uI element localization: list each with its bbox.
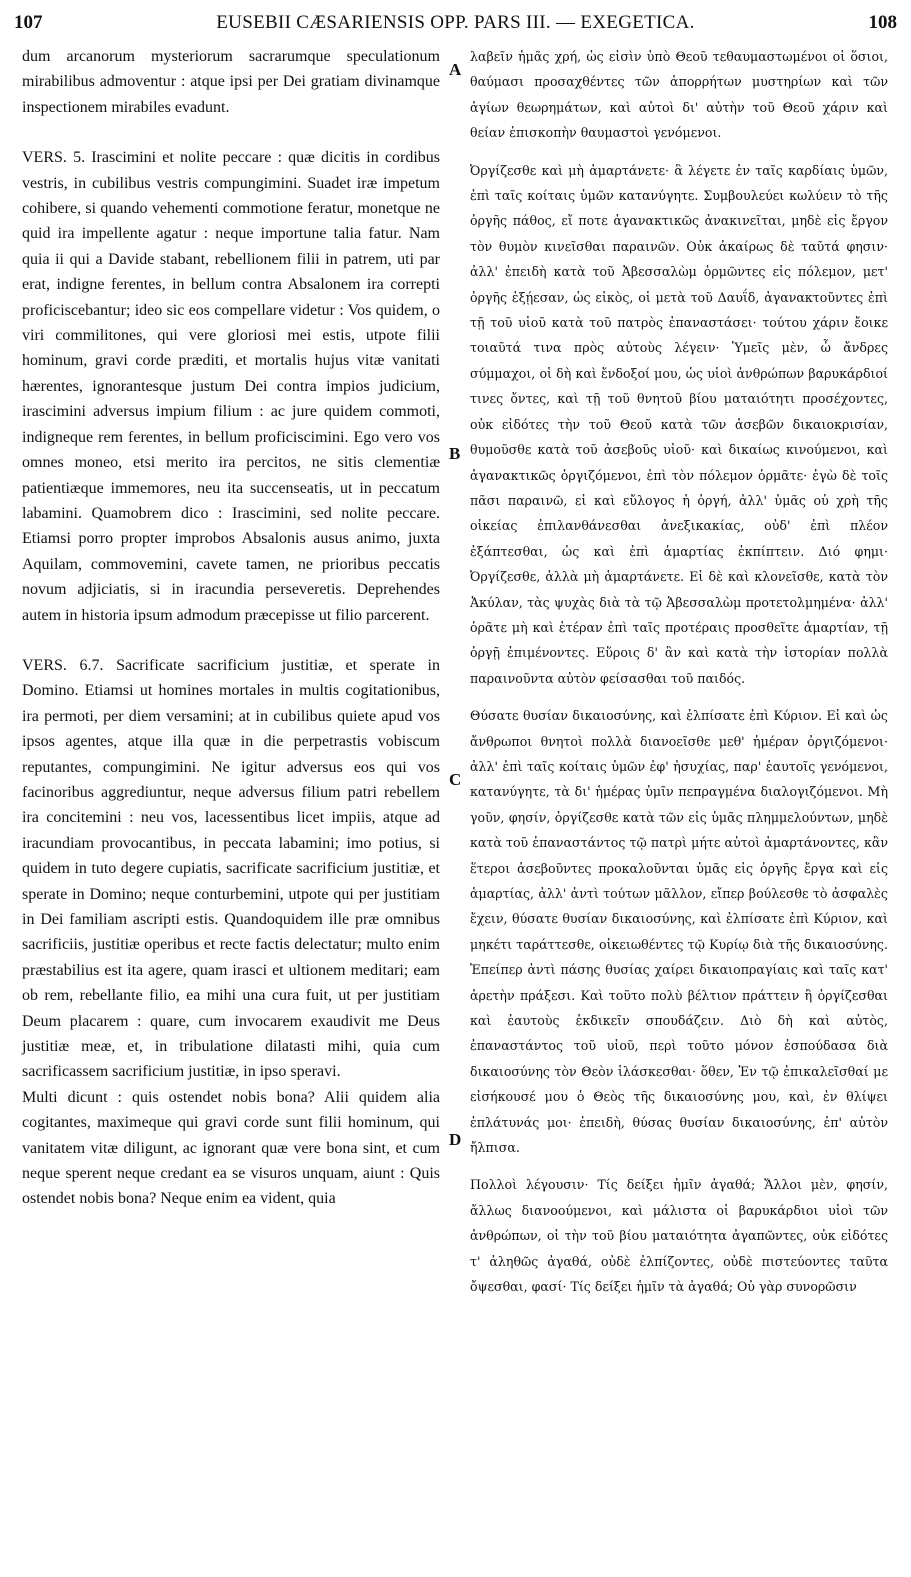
greek-paragraph: Ὀργίζεσθε καὶ μὴ ἁμαρτάνετε· ἃ λέγετε ἐν ταῖς καρδίαις ὑμῶν, ἐπὶ ταῖς κοίταις ὑμῶν κατανύγητε. Συμβουλεύει κωλύειν τὸ τῆς ὀργῆς πάθος, εἴ ποτε ἀγανακτικῶς ἀνακινεῖται, μηδὲ εἰς ἔργον τὸν θυμὸν κινεῖσθαι παραινῶν. Οὐκ ἀκαίρως δὲ ταῦτά φησιν· ἀλλ' ἐπειδὴ κατὰ τοῦ Ἀβεσσαλὼμ ὁρμῶντες εἰς πόλεμον, μετ' ὀργῆς ἐξῄεσαν, ὡς εἰκὸς, οἱ μετὰ τοῦ Δαυΐδ, ἀγανακτοῦντες ἐπὶ τῇ τοῦ υἱοῦ κατὰ τοῦ πατρὸς ἐπαναστάσει· τούτου χάριν ἔοικε τοιαῦτά τινα πρὸς αὐτοὺς λέγειν· Ὑμεῖς μὲν, ὦ ἄνδρες σύμμαχοι, οἱ δὴ καὶ ἔνδοξοί μου, ὡς υἱοὶ ἀνθρώπων βαρυκάρδιοί τινες ὄντες, καὶ τῇ τοῦ θνητοῦ βίου ματαιότητι προσέχοντες, οὐκ εἰδότες τὴν τοῦ Θεοῦ κατὰ τῶν ἀσεβῶν δικαιοκρισίαν, θυμοῦσθε κατὰ τοῦ ἀσεβοῦς υἱοῦ· καὶ δικαίως κινούμενοι, καὶ ἀγανακτικῶς ὀργιζόμενοι, ἐπὶ τὸν πόλεμον ὁρμᾶτε· ἐγὼ δὲ τοῖς πᾶσι παραινῶ, εἰ καὶ εὔλογος ἡ ὀργή, ἀλλ' ὑμᾶς οὐ χρὴ τῆς οἰκείας ἐπιλανθάνεσθαι ἀνεξικακίας, οὐδ' ἐπὶ πλέον ἐξάπτεσθαι, ὡς καὶ ἐπὶ ἁμαρτίας ἐκπίπτειν. Διό φημι· Ὀργίζεσθε, ἀλλὰ μὴ ἁμαρτάνετε. Εἰ δὲ καὶ κλονεῖσθε, κατὰ τὸν Ἀκύλαν, τὰς ψυχὰς διὰ τὰ τῷ Ἀβεσσαλὼμ προτετολμημένα· ἀλλ' ὁρᾶτε μὴ καὶ ἑτέραν ἐπὶ ταῖς προτέραις προσθεῖτε ἁμαρτίαν, τῇ ὀργῇ ἐπιμένοντες. Εὕροις δ' ἂν καὶ κατὰ τὴν ἱστορίαν πολλὰ παραινοῦντα αὐτὸν φείσασθαι τοῦ παιδός. [470, 162, 888, 686]
latin-paragraph: dum arcanorum mysteriorum sacrarumque speculationum mirabilibus admoventur : atque ipsi per Dei gratiam divinamque inspectionem mirabiles evadunt. [22, 48, 440, 116]
latin-column [22, 44, 440, 1212]
margin-marker-d: D [449, 1130, 462, 1149]
page-number-right: 108 [868, 12, 897, 33]
margin-marker-b: B [449, 444, 461, 463]
greek-paragraph: Θύσατε θυσίαν δικαιοσύνης, καὶ ἐλπίσατε ἐπὶ Κύριον. Εἰ καὶ ὡς ἄνθρωποι θνητοὶ πολλὰ διανοεῖσθε μεθ' ἡμέραν ὀργιζόμενοι· ἀλλ' ἐπὶ ταῖς κοίταις ὑμῶν ἐφ' ἡσυχίας, παρ' ἑαυτοῖς γενόμενοι, κατανύγητε, τὰ δι' ἡμέρας ὑμῖν πεπραγμένα διαλογιζόμενοι. Μὴ γοῦν, φησίν, ὀργίζεσθε κατὰ τῶν εἰς ὑμᾶς πλημμελούντων, μηδὲ κατὰ τοῦ ἐπαναστάντος τῷ πατρὶ μήτε αὐτοὶ ἁμαρτάνοντες, κἂν ἕτεροι ἀσεβοῦντες προκαλοῦνται ὑμᾶς εἰς ὀργῆς ἔργα καὶ εἰς ἁμαρτίας, ἀλλ' ἀντὶ τούτων μᾶλλον, εἴπερ βούλεσθε τὸ ἀσφαλὲς ἔχειν, θύσατε θυσίαν δικαιοσύνης, καὶ ἐλπίσατε ἐπὶ Κύριον, καὶ μηκέτι ταράττεσθε, οἰκειωθέντες τῷ Κυρίῳ διὰ τῆς δικαιοσύνης. Ἐπείπερ ἀντὶ πάσης θυσίας χαίρει δικαιοπραγίαις καὶ ταῖς κατ' ἀρετὴν πράξεσι. Καὶ τοῦτο πολὺ βέλτιον πράττειν ἢ ὀργίζεσθαι καὶ ἑαυτοὺς ἐκδικεῖν σπουδάζειν. Διὸ δὴ καὶ αὐτὸς, ἐπαναστάντος τοῦ υἱοῦ, περὶ τοῦτο μόνον ἐσπούδασα διὰ δικαιοσύνης τὸν Θεὸν ἱλάσκεσθαι· ὅθεν, Ἐν τῷ ἐπικαλεῖσθαί με εἰσήκουσέ μου ὁ Θεὸς τῆς δικαιοσύνης μου, καὶ, ἐν θλίψει ἐπλάτυνάς μοι· ἐπειδὴ, θύσας θυσίαν δικαιοσύνης, ἐπ' αὐτὸν ἤλπισα. [470, 708, 888, 1156]
page-header [14, 10, 897, 38]
page-number-left: 107 [14, 12, 43, 33]
latin-paragraph: VERS. 5. Irascimini et nolite peccare : quæ dicitis in cordibus vestris, in cubilibus vestris compungimini. Suadet iræ impetum cohibere, si quando vehementi commotione feratur, monetque ne quid ira impellente agatur : neque importune talia fatur. Nam quia ii qui a Davide stabant, rebellionem filii in patrem, uti par erat, indigne ferentes, in bellum contra Absalonem ira correpti proficiscebantur; ideo sic eos compellare videtur : Vos quidem, o viri commilitones, qui vere gloriosi mei estis, utpote filii hominum, gravi corde præditi, et mortalis hujus vitæ vanitati hærentes, ignorantesque justum Dei contra impios judicium, irascimini adversus impium filium : ac jure quidem commoti, indigneque rem ferentes, in bellum proficiscimini. Ego vero vos omnes moneo, etsi merito ira percitos, ne sitis clementiæ patientiæque immemores, neu ita succenseatis, ut in peccatum labamini. Quamobrem dico : Irascimini, sed nolite peccare. Etiamsi porro propter improbos Absalonis ausus animo, juxta Aquilam, commovemini, cavete tamen, ne prioribus peccatis novum adjiciatis, si in iracundia perseveretis. Deprehendes autem in historia ipsum admodum præcepisse ut filio parcerent. [22, 149, 440, 624]
running-head: EUSEBII CÆSARIENSIS OPP. PARS III. — EXEGETICA. [216, 12, 695, 33]
greek-paragraph: λαβεῖν ἡμᾶς χρή, ὡς εἰσὶν ὑπὸ Θεοῦ τεθαυμαστωμένοι οἱ ὅσιοι, θαύμασι προσαχθέντες τῶν ἀπορρήτων μυστηρίων καὶ τῶν ἁγίων θεωρημάτων, καὶ αὐτοὶ δι' αὐτὴν τοῦ Θεοῦ χάριν καὶ θείαν ἐπισκοπὴν θαυμαστοὶ γενόμενοι. [470, 49, 888, 141]
greek-paragraph: Πολλοὶ λέγουσιν· Τίς δείξει ἡμῖν ἀγαθά; Ἄλλοι μὲν, φησίν, ἄλλως διανοούμενοι, καὶ μάλιστα οἱ βαρυκάρδιοι υἱοὶ τῶν ἀνθρώπων, οἱ τὴν τοῦ βίου ματαιότητα ἀγαπῶντες, οὐκ εἰδότες τ' ἀληθῶς ἀγαθά, οὐδὲ ἐλπίζοντες, οὐδὲ πιστεύοντες ταῦτα ὄψεσθαι, φασί· Τίς δείξει ἡμῖν τὰ ἀγαθά; Οὐ γὰρ συνορῶσιν [470, 1177, 888, 1295]
margin-marker-a: A [449, 60, 462, 79]
latin-paragraph: Multi dicunt : quis ostendet nobis bona? Alii quidem alia cogitantes, maximeque qui gravi corde sunt filii hominum, qui vanitatem vitæ diligunt, ac ignorant quæ vere bona sint, et cum neque sperent neque credant ea se visuros unquam, aiunt : Quis ostendet nobis bona? Neque enim ea vident, quia [22, 1088, 440, 1208]
latin-paragraph: VERS. 6.7. Sacrificate sacrificium justitiæ, et sperate in Domino. Etiamsi ut homines mortales in multis cogitationibus, ira permoti, per diem versamini; at in cubilibus quiete apud vos ipsos agentes, atque illa quæ in die perpetrastis vobiscum reputantes, compungimini. Ne igitur adversus eos qui vos facinoribus aggrediuntur, neque adversus filium patri rebellem ira concitemini : neu vos, lacessentibus licet impiis, atque ad iracundiam provocantibus, in peccata labamini; imo potius, si quidem in tuto degere cupiatis, sacrificate sacrificium justitiæ, et sperate in Domino; neque conturbemini, utpote qui per justitiam in Dei familiam ascripti estis. Quandoquidem ille præ omnibus sacrificiis, justitiæ operibus et recte factis delectatur; multo enim præstabilius est ita agere, quam irasci et ultionem meditari; eam ob rem, rebellante filio, ea mihi una cura fuit, ut per justitiam Deum placarem : quare, cum invocarem exaudivit me Deus justitiæ meæ, et, in tribulatione dilatasti mihi, quia cum sacrificassem sacrificium justitiæ, in ipso speravi. [22, 656, 440, 1081]
greek-column [470, 44, 888, 1300]
margin-marker-c: C [449, 770, 462, 789]
